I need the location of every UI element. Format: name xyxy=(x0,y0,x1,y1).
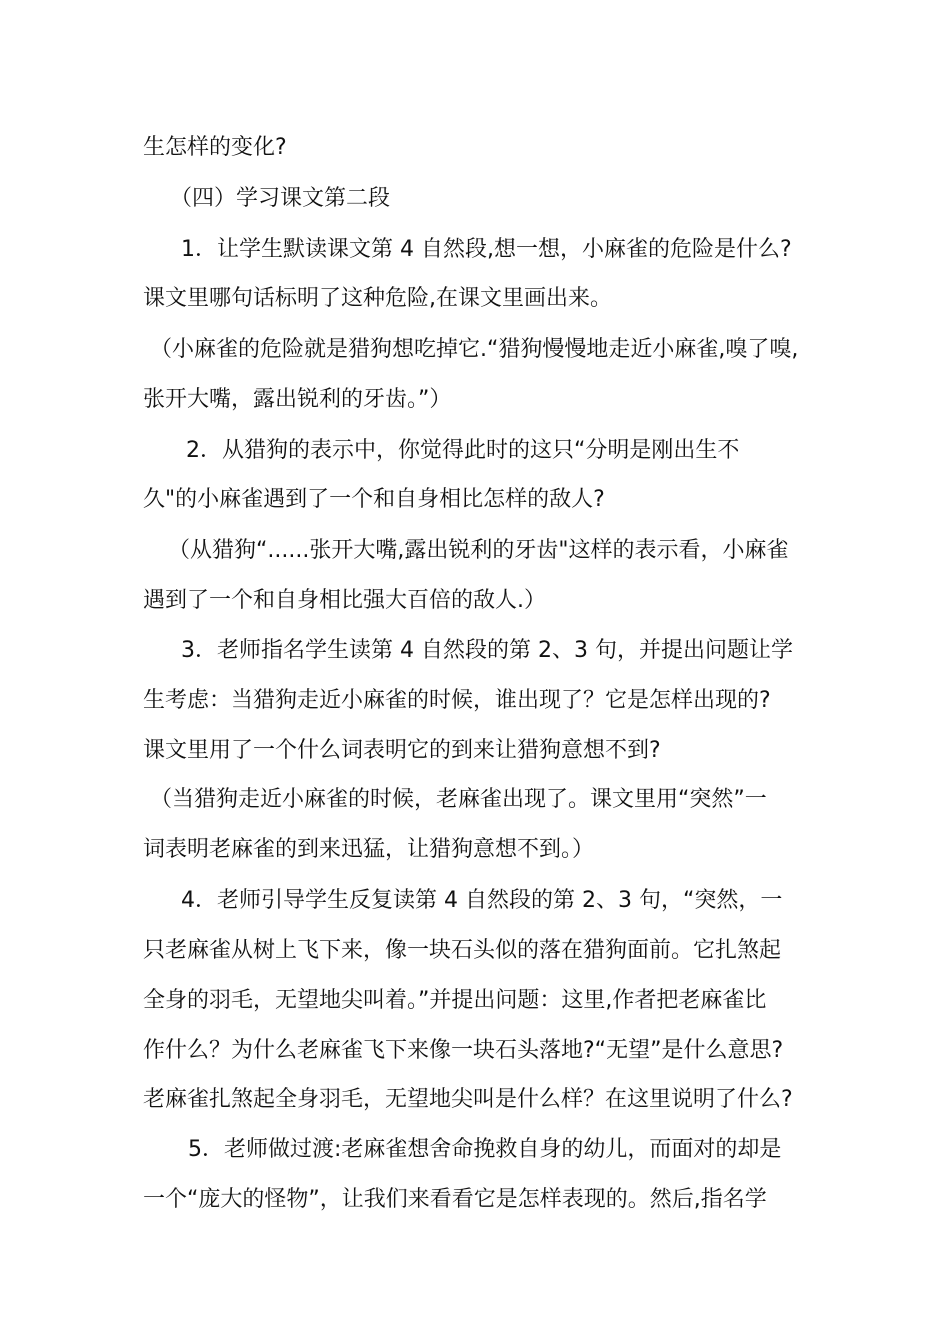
text-line: 5．老师做过渡:老麻雀想舍命挽救自身的幼儿，而面对的却是 xyxy=(188,1137,782,1162)
text-line: 生怎样的变化? xyxy=(143,135,287,160)
text-line: 1．让学生默读课文第 4 自然段,想一想，小麻雀的危险是什么? xyxy=(181,237,792,262)
text-line: 4．老师引导学生反复读第 4 自然段的第 2、3 句，“突然，一 xyxy=(181,888,783,913)
text-line: （当猎狗走近小麻雀的时候，老麻雀出现了。课文里用“突然”一 xyxy=(150,787,767,812)
text-line: 老麻雀扎煞起全身羽毛，无望地尖叫是什么样？在这里说明了什么? xyxy=(143,1087,793,1112)
text-line: 作什么？为什么老麻雀飞下来像一块石头落地?“无望”是什么意思? xyxy=(143,1038,784,1063)
text-line: 3．老师指名学生读第 4 自然段的第 2、3 句，并提出问题让学 xyxy=(181,638,793,663)
section-heading: （四）学习课文第二段 xyxy=(170,186,391,211)
text-line: 生考虑：当猎狗走近小麻雀的时候，谁出现了？它是怎样出现的? xyxy=(143,688,771,713)
text-line: （小麻雀的危险就是猎狗想吃掉它.“猎狗慢慢地走近小麻雀,嗅了嗅, xyxy=(150,337,799,362)
text-line: 遇到了一个和自身相比强大百倍的敌人.） xyxy=(143,588,546,613)
text-line: 一个“庞大的怪物”，让我们来看看它是怎样表现的。然后,指名学 xyxy=(143,1187,767,1212)
text-line: 词表明老麻雀的到来迅猛，让猎狗意想不到。） xyxy=(143,837,595,862)
text-line: 课文里用了一个什么词表明它的到来让猎狗意想不到? xyxy=(143,738,661,763)
text-line: 久"的小麻雀遇到了一个和自身相比怎样的敌人? xyxy=(143,487,605,512)
text-line: 课文里哪句话标明了这种危险,在课文里画出来。 xyxy=(143,286,612,311)
text-line: 2．从猎狗的表示中，你觉得此时的这只“分明是刚出生不 xyxy=(186,438,740,463)
text-line: 全身的羽毛，无望地尖叫着。”并提出问题：这里,作者把老麻雀比 xyxy=(143,988,767,1013)
text-line: （从猎狗“......张开大嘴,露出锐利的牙齿"这样的表示看，小麻雀 xyxy=(168,538,789,563)
text-line: 张开大嘴，露出锐利的牙齿。”） xyxy=(143,387,452,412)
text-line: 只老麻雀从树上飞下来，像一块石头似的落在猎狗面前。它扎煞起 xyxy=(143,938,782,963)
